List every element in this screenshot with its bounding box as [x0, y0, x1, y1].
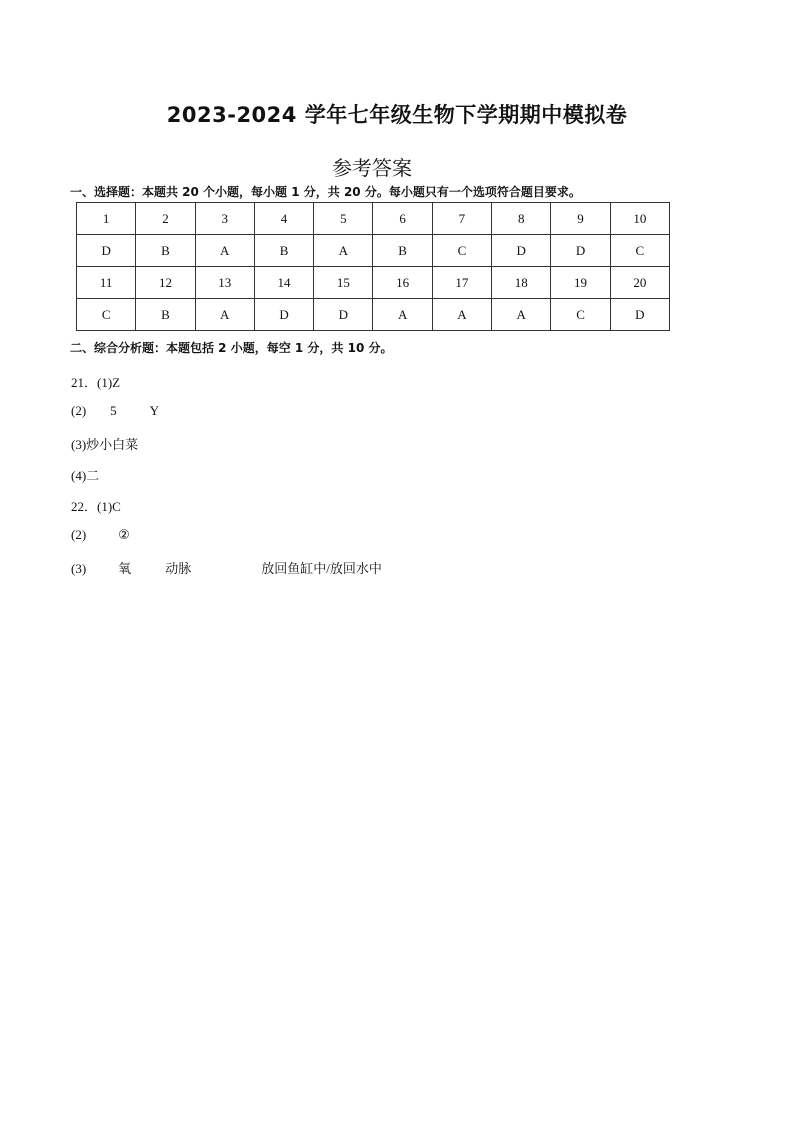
question-number-cell: 6: [373, 203, 432, 235]
question-number-cell: 19: [551, 267, 610, 299]
section1-heading: 一、选择题：本题共 20 个小题，每小题 1 分，共 20 分。每小题只有一个选项符合题目要求。: [70, 185, 581, 199]
answer-cell: D: [551, 235, 610, 267]
question-number-cell: 20: [610, 267, 669, 299]
q21-answer-5: 5: [110, 403, 117, 418]
answer-cell: A: [195, 299, 254, 331]
answer-cell: B: [373, 235, 432, 267]
question-number-cell: 12: [136, 267, 195, 299]
answer-cell: C: [551, 299, 610, 331]
question-number-cell: 17: [432, 267, 491, 299]
answer-cell: A: [195, 235, 254, 267]
answer-cell: D: [492, 235, 551, 267]
answer-cell: C: [610, 235, 669, 267]
answer-row: [77, 299, 670, 331]
answer-table: [76, 202, 670, 331]
q22-answer-circled-2: ②: [118, 527, 130, 542]
q22-line3: [71, 558, 382, 577]
question-number-cell: 13: [195, 267, 254, 299]
question-number-cell: 10: [610, 203, 669, 235]
page-subtitle: 参考答案: [332, 156, 412, 180]
q21-line4: (4)二: [71, 468, 100, 483]
q22-answer-artery: 动脉: [165, 561, 192, 576]
answer-cell: D: [314, 299, 373, 331]
question-number-cell: 16: [373, 267, 432, 299]
q22-line2: [71, 527, 130, 543]
answer-cell: A: [373, 299, 432, 331]
q21-line2-label: (2): [71, 403, 87, 418]
question-number-cell: 7: [432, 203, 491, 235]
q22-answer-return: 放回鱼缸中/放回水中: [261, 561, 382, 576]
question-number-cell: 18: [492, 267, 551, 299]
answer-cell: D: [610, 299, 669, 331]
answer-cell: A: [314, 235, 373, 267]
answer-cell: D: [254, 299, 313, 331]
question-number-cell: 5: [314, 203, 373, 235]
page-title: 2023-2024 学年七年级生物下学期期中模拟卷: [166, 103, 628, 127]
answer-cell: B: [254, 235, 313, 267]
question-number-cell: 15: [314, 267, 373, 299]
question-number-cell: 2: [136, 203, 195, 235]
question-number-row: [77, 203, 670, 235]
q22-line1: 22．(1)C: [71, 499, 121, 514]
question-number-cell: 8: [492, 203, 551, 235]
q21-answer-y: Y: [149, 403, 160, 418]
answer-cell: B: [136, 235, 195, 267]
answer-cell: A: [492, 299, 551, 331]
answer-cell: A: [432, 299, 491, 331]
q21-line2: [71, 403, 159, 419]
question-number-cell: 1: [77, 203, 136, 235]
q22-line2-label: (2): [71, 527, 87, 542]
section2-heading: 二、综合分析题：本题包括 2 小题，每空 1 分，共 10 分。: [70, 341, 393, 355]
q21-line1: 21．(1)Z: [71, 375, 121, 390]
answer-cell: C: [432, 235, 491, 267]
q22-line3-label: (3): [71, 561, 87, 576]
q21-line3: (3)炒小白菜: [71, 437, 139, 452]
question-number-cell: 4: [254, 203, 313, 235]
question-number-cell: 3: [195, 203, 254, 235]
answer-cell: C: [77, 299, 136, 331]
question-number-row: [77, 267, 670, 299]
question-number-cell: 11: [77, 267, 136, 299]
answer-cell: B: [136, 299, 195, 331]
answer-cell: D: [77, 235, 136, 267]
q22-answer-oxygen: 氧: [118, 561, 132, 576]
question-number-cell: 9: [551, 203, 610, 235]
answer-row: [77, 235, 670, 267]
question-number-cell: 14: [254, 267, 313, 299]
